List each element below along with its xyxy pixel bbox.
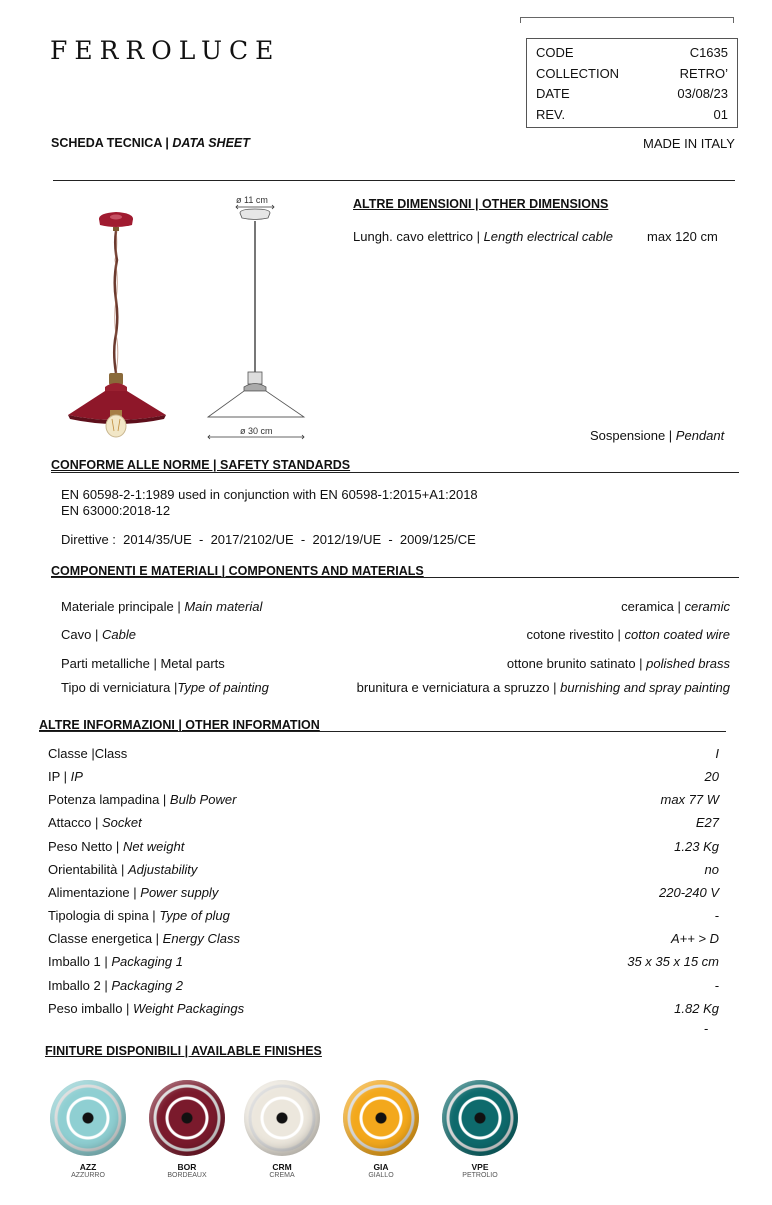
finish-name: CREMA: [269, 1172, 295, 1179]
info-label-it: Attacco |: [48, 815, 99, 830]
info-label-en: Packaging 2: [111, 978, 183, 993]
info-row: [48, 1001, 719, 1016]
info-value: no: [704, 862, 719, 877]
info-row: [48, 954, 719, 969]
info-row: [48, 769, 719, 784]
info-label: [48, 978, 183, 993]
info-value: -: [714, 978, 719, 993]
brand-logo: FERROLUCE: [50, 36, 281, 65]
info-value: 20: [704, 769, 719, 784]
finish-color-disc: [442, 1080, 518, 1156]
info-value: max 77 W: [660, 792, 719, 807]
info-label-en: Net weight: [122, 839, 185, 854]
date-label: DATE: [536, 86, 570, 101]
component-value-it: ceramica |: [621, 599, 681, 614]
info-label-it: Classe |Class: [48, 746, 128, 761]
info-value: A++ > D: [670, 931, 719, 946]
rev-value: 01: [713, 107, 728, 122]
product-type: [590, 428, 724, 443]
info-row: [48, 862, 719, 877]
info-label-it: Peso imballo |: [48, 1001, 130, 1016]
finish-color-disc: [149, 1080, 225, 1156]
info-label: [48, 1001, 244, 1016]
finish-color-disc: [50, 1080, 126, 1156]
info-row: [48, 908, 719, 923]
info-row: [48, 746, 719, 761]
info-label: [48, 746, 127, 761]
info-label-it: Tipologia di spina |: [48, 908, 156, 923]
info-label: [48, 954, 183, 969]
datasheet-title: [51, 136, 250, 150]
component-value-en: polished brass: [646, 656, 730, 671]
code-value: C1635: [689, 45, 728, 60]
safety-line-1: EN 60598-2-1:1989 used in conjunction with EN 60598-1:2015+A1:2018: [61, 487, 478, 502]
info-label: [48, 862, 197, 877]
finish-swatch: [48, 1080, 128, 1179]
finish-swatch: [147, 1080, 227, 1179]
component-value-it: ottone brunito satinato |: [506, 656, 643, 671]
info-value: 35 x 35 x 15 cm: [627, 954, 719, 969]
info-label-en: Adjustability: [127, 862, 198, 877]
finish-code: AZZ: [79, 1162, 97, 1172]
finish-code: VPE: [471, 1162, 489, 1172]
finish-name: GIALLO: [368, 1172, 394, 1179]
safety-title: CONFORME ALLE NORME | SAFETY STANDARDS: [51, 458, 351, 472]
collection-value: RETRO’: [679, 66, 728, 81]
info-label-it: Alimentazione |: [48, 885, 137, 900]
info-label-it: Imballo 1 |: [48, 954, 108, 969]
info-label-en: Socket: [101, 815, 142, 830]
cable-length-label: [353, 229, 613, 244]
finish-color-disc: [343, 1080, 419, 1156]
info-label-it: Classe energetica |: [48, 931, 160, 946]
component-label-it: Parti metalliche | Metal parts: [61, 656, 225, 671]
rev-label: REV.: [536, 107, 566, 122]
component-value-en: ceramic: [684, 599, 730, 614]
component-row: [61, 627, 730, 642]
components-title: COMPONENTI E MATERIALI | COMPONENTS AND MATERIALS: [51, 564, 424, 578]
info-label-en: Bulb Power: [169, 792, 237, 807]
code-box: [526, 38, 738, 128]
directives-line: Direttive : 2014/35/UE - 2017/2102/UE - 2012/19/UE - 2009/125/CE: [61, 532, 476, 547]
component-label-it: Tipo di verniciatura |: [61, 680, 178, 695]
info-label: [48, 885, 218, 900]
collection-label: COLLECTION: [536, 66, 620, 81]
header-divider: [53, 180, 735, 181]
component-label-it: Cavo |: [61, 627, 99, 642]
code-label: CODE: [536, 45, 574, 60]
info-label-it: Imballo 2 |: [48, 978, 108, 993]
component-value-it: cotone rivestito |: [526, 627, 621, 642]
component-row: [61, 656, 730, 671]
info-value: 220-240 V: [659, 885, 719, 900]
info-label-en: IP: [70, 769, 83, 784]
finish-name: BORDEAUX: [167, 1172, 207, 1179]
info-label: [48, 769, 83, 784]
info-value: I: [715, 746, 719, 761]
product-photo: [60, 205, 175, 440]
info-value: 1.23 Kg: [674, 839, 719, 854]
info-label-en: Energy Class: [162, 931, 240, 946]
info-value: 1.82 Kg: [674, 1001, 719, 1016]
info-label: [48, 931, 240, 946]
other-info-title: ALTRE INFORMAZIONI | OTHER INFORMATION: [39, 718, 320, 732]
info-label-it: Orientabilità |: [48, 862, 125, 877]
info-label: [48, 908, 230, 923]
trailing-dash: -: [704, 1021, 709, 1036]
info-label-en: Type of plug: [159, 908, 230, 923]
info-value: E27: [695, 815, 719, 830]
bottom-diameter-label: ø 30 cm: [240, 426, 273, 436]
finish-name: PETROLIO: [462, 1172, 498, 1179]
date-value: 03/08/23: [677, 86, 728, 101]
product-type-it: Sospensione |: [590, 428, 673, 443]
top-diameter-label: ø 11 cm: [236, 195, 268, 205]
info-label-it: IP |: [48, 769, 68, 784]
component-label-en: Cable: [101, 627, 136, 642]
cable-length-value: max 120 cm: [647, 229, 718, 244]
component-label-en: Type of painting: [177, 680, 269, 695]
info-label: [48, 839, 184, 854]
info-label: [48, 792, 236, 807]
other-info-divider: [39, 731, 726, 732]
info-label-it: Potenza lampadina |: [48, 792, 167, 807]
info-row: [48, 931, 719, 946]
datasheet-title-it: SCHEDA TECNICA |: [51, 136, 169, 150]
info-label-it: Peso Netto |: [48, 839, 120, 854]
safety-line-2: EN 63000:2018-12: [61, 503, 171, 518]
info-row: [48, 792, 719, 807]
finish-color-disc: [244, 1080, 320, 1156]
rev-row: [536, 107, 728, 122]
components-divider: [51, 577, 739, 578]
code-box-tab: [520, 17, 734, 23]
datasheet-title-en: DATA SHEET: [172, 136, 250, 150]
info-row: [48, 978, 719, 993]
component-value-it: brunitura e verniciatura a spruzzo |: [356, 680, 557, 695]
finish-code: GIA: [373, 1162, 389, 1172]
info-label-en: Weight Packagings: [133, 1001, 245, 1016]
cable-length-label-en: Length electrical cable: [483, 229, 613, 244]
component-label-it: Materiale principale |: [61, 599, 181, 614]
code-row: [536, 45, 728, 60]
finish-swatch: [242, 1080, 322, 1179]
finish-name: AZZURRO: [71, 1172, 105, 1179]
info-value: -: [714, 908, 719, 923]
info-label-en: Packaging 1: [111, 954, 183, 969]
info-label-en: Power supply: [140, 885, 219, 900]
collection-row: [536, 66, 728, 81]
finish-swatch: [440, 1080, 520, 1179]
component-value-en: cotton coated wire: [624, 627, 730, 642]
component-row: [61, 599, 730, 614]
other-dimensions-title: ALTRE DIMENSIONI | OTHER DIMENSIONS: [353, 197, 609, 211]
component-label-en: Main material: [184, 599, 263, 614]
technical-drawing: [198, 192, 318, 442]
safety-divider: [51, 472, 739, 473]
finishes-title: FINITURE DISPONIBILI | AVAILABLE FINISHES: [45, 1044, 322, 1058]
finish-code: CRM: [272, 1162, 292, 1172]
component-row: [61, 680, 730, 695]
finish-code: BOR: [177, 1162, 197, 1172]
info-row: [48, 839, 719, 854]
product-type-en: Pendant: [675, 428, 725, 443]
date-row: [536, 86, 728, 101]
made-in-italy: MADE IN ITALY: [643, 136, 735, 151]
cable-length-label-it: Lungh. cavo elettrico |: [353, 229, 480, 244]
component-value-en: burnishing and spray painting: [560, 680, 730, 695]
info-row: [48, 815, 719, 830]
info-label: [48, 815, 142, 830]
info-row: [48, 885, 719, 900]
finish-swatch: [341, 1080, 421, 1179]
